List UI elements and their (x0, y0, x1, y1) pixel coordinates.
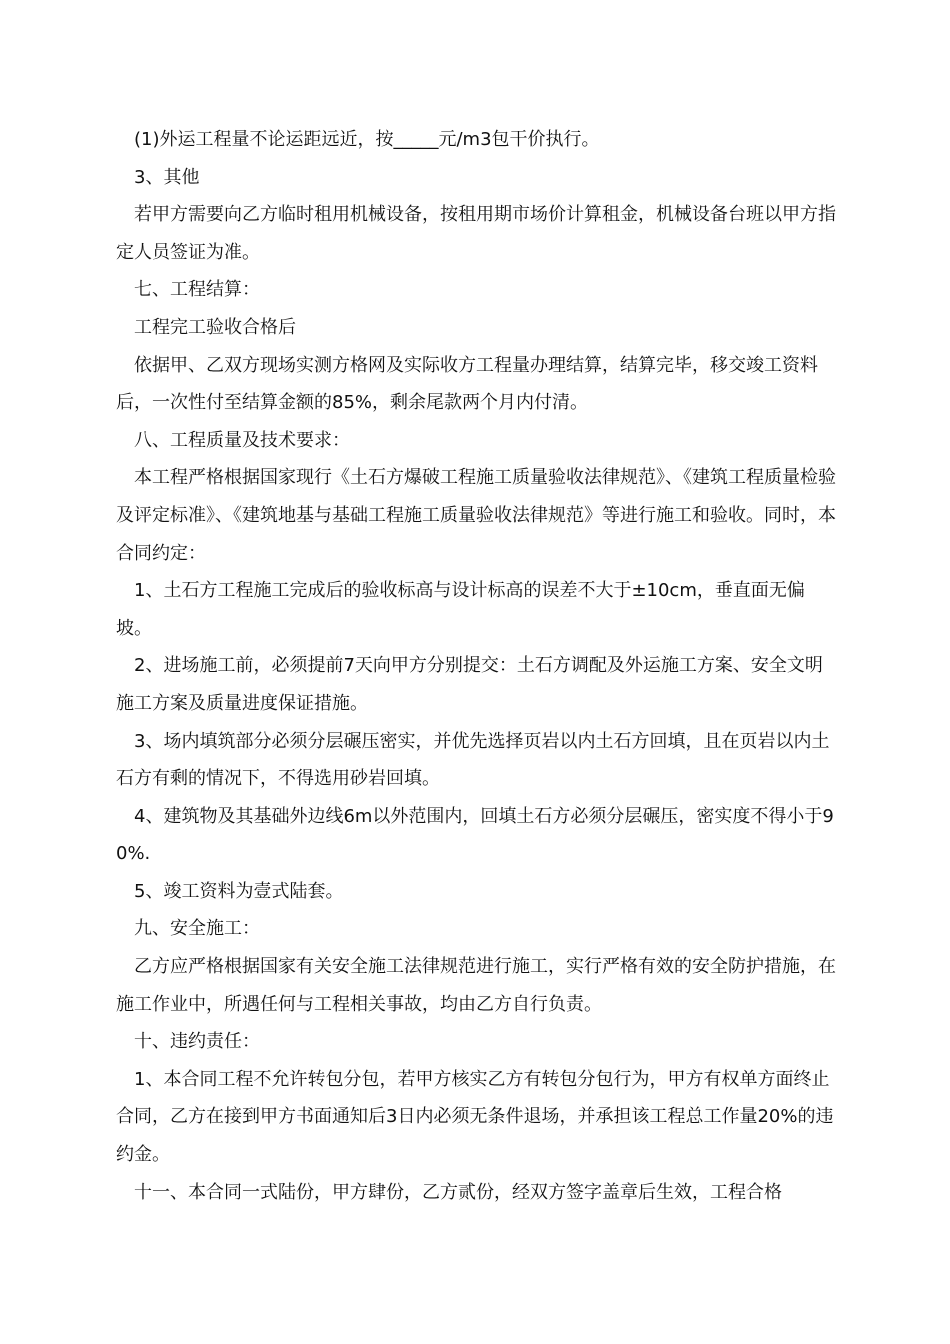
heading-other: 3、其他 (134, 166, 200, 188)
paragraph-safety-terms: 乙方应严格根据国家有关安全施工法律规范进行施工，实行严格有效的安全防护措施，在施工作业中，所遇任何与工程相关事故，均由乙方自行负责。 (116, 956, 836, 1015)
paragraph-completion-acceptance: 工程完工验收合格后 (134, 316, 296, 338)
paragraph-quality-standards: 本工程严格根据国家现行《土石方爆破工程施工质量验收法律规范》、《建筑工程质量检验及评定标准》、《建筑地基与基础工程施工质量验收法律规范》等进行施工和验收。同时，本合同约定： (116, 467, 836, 564)
paragraph-elevation-tolerance: 1、土石方工程施工完成后的验收标高与设计标高的误差不大于±10cm，垂直面无偏坡。 (116, 580, 805, 639)
paragraph-layered-compaction: 3、场内填筑部分必须分层碾压密实，并优先选择页岩以内土石方回填，且在页岩以内土石方有剩的情况下，不得选用砂岩回填。 (116, 730, 830, 790)
section-heading-safety: 九、安全施工： (134, 918, 260, 940)
section-heading-breach: 十、违约责任： (134, 1031, 260, 1053)
paragraph-compaction-density: 4、建筑物及其基础外边线6m以外范围内，回填土石方必须分层碾压，密实度不得小于90%. (116, 805, 834, 865)
section-heading-settlement: 七、工程结算： (134, 279, 260, 301)
paragraph-settlement-terms: 依据甲、乙双方现场实测方格网及实际收方工程量办理结算，结算完毕，移交竣工资料后，一次性付至结算金额的85%，剩余尾款两个月内付清。 (116, 354, 818, 414)
paragraph-submission-plans: 2、进场施工前，必须提前7天向甲方分别提交：土石方调配及外运施工方案、安全文明施工方案及质量进度保证措施。 (116, 655, 823, 714)
document-body (116, 121, 836, 1211)
section-heading-quality: 八、工程质量及技术要求： (134, 429, 350, 451)
paragraph-outbound-price: (1)外运工程量不论运距远近，按_____元/m3包干价执行。 (134, 129, 600, 150)
paragraph-completion-documents: 5、竣工资料为壹式陆套。 (134, 880, 344, 902)
paragraph-contract-copies: 十一、本合同一式陆份，甲方肆份，乙方贰份，经双方签字盖章后生效，工程合格 (134, 1181, 782, 1203)
paragraph-no-subcontracting: 1、本合同工程不允许转包分包，若甲方核实乙方有转包分包行为，甲方有权单方面终止合同，乙方在接到甲方书面通知后3日内必须无条件退场，并承担该工程总工作量20%的违约金。 (116, 1068, 834, 1166)
paragraph-equipment-rental: 若甲方需要向乙方临时租用机械设备，按租用期市场价计算租金，机械设备台班以甲方指定人员签证为准。 (116, 204, 836, 263)
